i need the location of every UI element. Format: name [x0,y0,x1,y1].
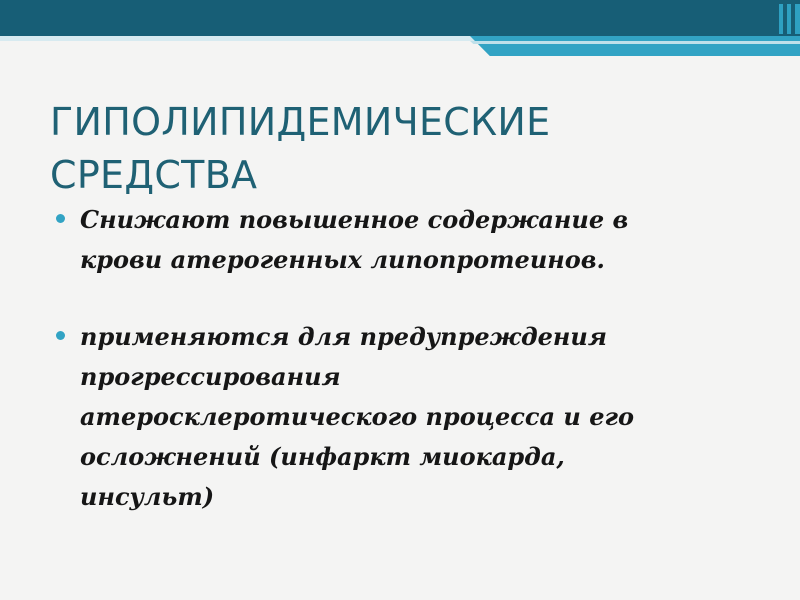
bullet-list [54,200,754,517]
bullet-text-line: применяются для предупреждения [80,322,607,351]
header-band [0,0,800,36]
header-accent-stripe [470,41,800,44]
corner-mark [787,4,791,34]
corner-mark [779,4,783,34]
bullet-text-line: крови атерогенных липопротеинов. [80,245,605,274]
bullet-text-line: Снижают повышенное содержание в [80,205,629,234]
bullet-item [54,317,754,517]
corner-mark [795,4,800,34]
bullet-item [54,200,754,280]
bullet-dot-icon [56,214,65,223]
header-accent-band [470,36,800,56]
bullet-text-line: атеросклеротического процесса и его [80,402,634,431]
bullet-text-line: инсульт) [80,482,215,511]
slide-title-line: ГИПОЛИПИДЕМИЧЕСКИЕ [50,100,551,144]
bullet-text-line: прогрессирования [80,362,341,391]
slide-title [50,96,750,202]
bullet-dot-icon [56,331,65,340]
bullet-text-line: осложнений (инфаркт миокарда, [80,442,565,471]
slide-title-line: СРЕДСТВА [50,153,258,197]
